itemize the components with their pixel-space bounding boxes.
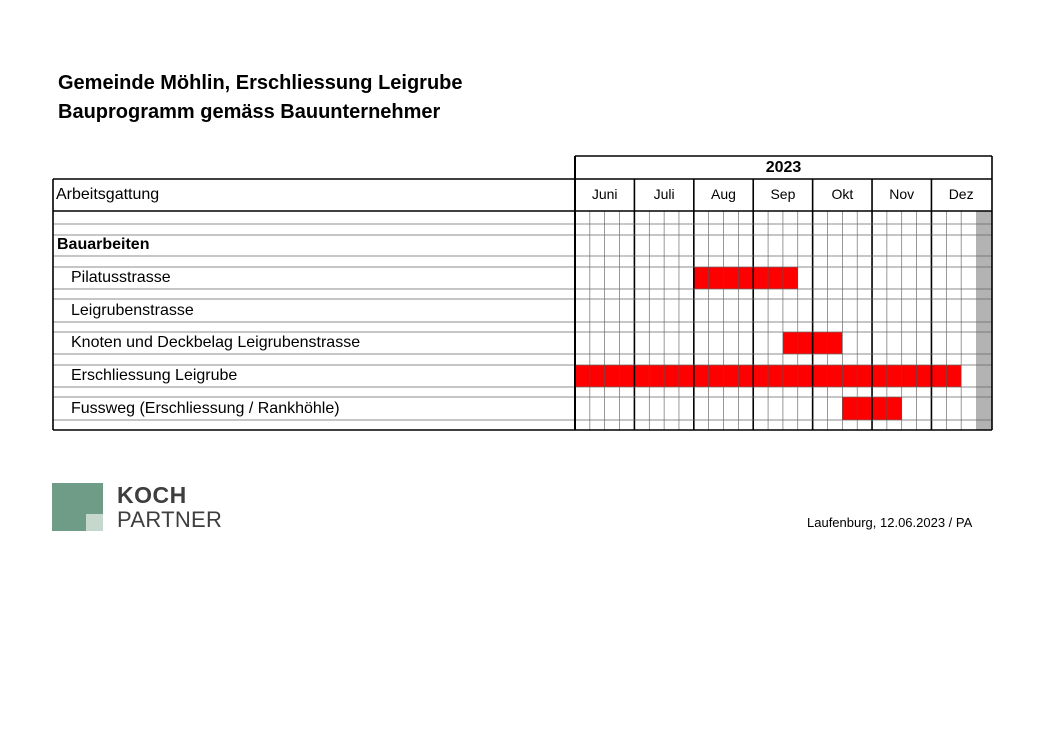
document-subtitle: Bauprogramm gemäss Bauunternehmer xyxy=(58,101,441,123)
task-label: Erschliessung Leigrube xyxy=(71,367,238,384)
column-header: Arbeitsgattung xyxy=(56,186,160,203)
gantt-bar xyxy=(783,332,842,354)
section-heading: Bauarbeiten xyxy=(57,236,150,253)
task-label: Leigrubenstrasse xyxy=(71,301,194,319)
gantt-end-column xyxy=(976,211,992,430)
month-label: Sep xyxy=(770,186,796,202)
month-label: Juni xyxy=(591,186,618,202)
gantt-bar xyxy=(694,267,798,289)
task-label: Fussweg (Erschliessung / Rankhöhle) xyxy=(71,399,340,417)
task-label: Pilatusstrasse xyxy=(71,269,171,286)
month-label: Dez xyxy=(948,186,974,202)
footer-place-date: Laufenburg, 12.06.2023 / PA xyxy=(807,515,973,530)
gantt-bar xyxy=(575,365,961,387)
document-title: Gemeinde Möhlin, Erschliessung Leigrube xyxy=(58,72,463,94)
gantt-bar xyxy=(842,397,901,420)
month-label: Okt xyxy=(831,186,854,202)
task-label: Knoten und Deckbelag Leigrubenstrasse xyxy=(71,334,361,351)
logo-text-koch: KOCH xyxy=(117,482,187,508)
month-label: Nov xyxy=(889,186,915,202)
logo-mark-accent xyxy=(86,514,103,531)
company-logo xyxy=(52,483,252,533)
month-label: Juli xyxy=(653,186,675,202)
month-label: Aug xyxy=(711,186,736,202)
logo-text-partner: PARTNER xyxy=(117,507,223,532)
year-header: 2023 xyxy=(765,159,802,176)
